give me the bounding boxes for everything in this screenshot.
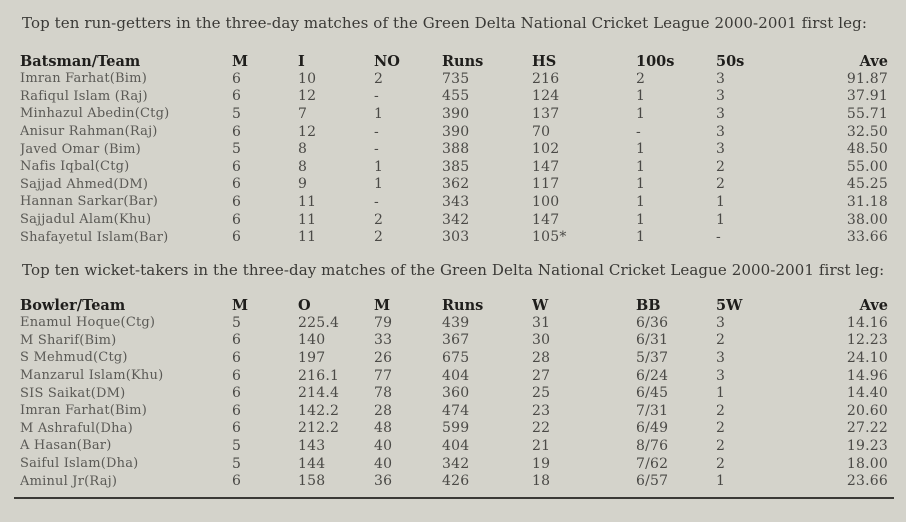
bowling-name-cell: A Hasan(Bar) bbox=[20, 438, 112, 454]
bowling-stat-cell: 36 bbox=[374, 473, 393, 490]
bowling-stat-cell: 2 bbox=[716, 402, 726, 419]
bowling-stat-cell: 5 bbox=[232, 455, 242, 472]
bowling-caption: Top ten wicket-takers in the three-day matches of the Green Delta National Cricket League 2000-2001 first leg: bbox=[22, 261, 885, 279]
bowling-row bbox=[20, 437, 888, 455]
bowling-stat-cell: 18 bbox=[532, 473, 551, 490]
bowling-stat-cell: 30 bbox=[532, 332, 551, 349]
bowling-name-cell: Manzarul Islam(Khu) bbox=[20, 368, 164, 384]
batting-name-cell: Sajjadul Alam(Khu) bbox=[20, 212, 152, 228]
batting-stat-cell: 1 bbox=[716, 193, 726, 210]
bowling-stat-cell: 140 bbox=[298, 332, 326, 349]
batting-stat-cell: - bbox=[636, 123, 641, 140]
bowling-stat-cell: 367 bbox=[442, 332, 470, 349]
bowling-stat-cell: 6/24 bbox=[636, 367, 669, 384]
batting-stat-cell: - bbox=[374, 193, 379, 210]
header-matches: M bbox=[232, 52, 249, 70]
bowling-stat-cell: 2 bbox=[716, 332, 726, 349]
batting-stat-cell: 362 bbox=[442, 176, 470, 193]
batting-stat-cell: 6 bbox=[232, 176, 242, 193]
batting-stat-cell: 1 bbox=[374, 105, 384, 122]
header-runs: Runs bbox=[442, 52, 484, 70]
batting-stat-cell: 11 bbox=[298, 229, 317, 246]
batting-row bbox=[20, 176, 888, 194]
batting-row bbox=[20, 228, 888, 246]
batting-stat-cell: 1 bbox=[716, 211, 726, 228]
bowling-stat-cell: 14.96 bbox=[846, 367, 888, 384]
batting-stat-cell: 32.50 bbox=[846, 123, 888, 140]
batting-stat-cell: 1 bbox=[636, 88, 646, 105]
batting-stat-cell: 137 bbox=[532, 105, 560, 122]
batting-stat-cell: - bbox=[716, 229, 721, 246]
batting-stat-cell: 390 bbox=[442, 123, 470, 140]
bowling-stat-cell: 24.10 bbox=[846, 349, 888, 366]
bowling-stat-cell: 404 bbox=[442, 437, 470, 454]
batting-caption: Top ten run-getters in the three-day matches of the Green Delta National Cricket League 2000-2001 first leg: bbox=[22, 14, 867, 32]
batting-stat-cell: 1 bbox=[374, 176, 384, 193]
bowling-name-cell: Imran Farhat(Bim) bbox=[20, 403, 147, 419]
batting-stat-cell: 2 bbox=[374, 211, 384, 228]
bowling-stat-cell: 197 bbox=[298, 349, 326, 366]
bottom-rule bbox=[14, 497, 894, 499]
bowling-row bbox=[20, 367, 888, 385]
batting-stat-cell: 2 bbox=[374, 70, 384, 87]
batting-stat-cell: 105* bbox=[532, 229, 567, 246]
bowling-row bbox=[20, 472, 888, 490]
batting-stat-cell: 6 bbox=[232, 123, 242, 140]
bowling-stat-cell: 7/31 bbox=[636, 402, 669, 419]
bowling-stat-cell: 6 bbox=[232, 420, 242, 437]
bowling-stat-cell: 439 bbox=[442, 314, 470, 331]
batting-header-row bbox=[20, 52, 888, 70]
batting-row bbox=[20, 105, 888, 123]
batting-row bbox=[20, 140, 888, 158]
bowling-stat-cell: 20.60 bbox=[846, 402, 888, 419]
bowling-stat-cell: 21 bbox=[532, 437, 551, 454]
header-five-wickets: 5W bbox=[716, 296, 743, 314]
batting-stat-cell: 6 bbox=[232, 70, 242, 87]
batting-stat-cell: 3 bbox=[716, 105, 726, 122]
bowling-table-body bbox=[20, 314, 888, 490]
batting-stat-cell: 37.91 bbox=[846, 88, 888, 105]
bowling-stat-cell: 142.2 bbox=[298, 402, 340, 419]
batting-stat-cell: 147 bbox=[532, 158, 560, 175]
batting-stat-cell: 8 bbox=[298, 158, 308, 175]
bowling-stat-cell: 216.1 bbox=[298, 367, 340, 384]
batting-stat-cell: 2 bbox=[374, 229, 384, 246]
batting-stat-cell: 6 bbox=[232, 211, 242, 228]
batting-row bbox=[20, 211, 888, 229]
batting-stat-cell: 1 bbox=[636, 211, 646, 228]
batting-stat-cell: 55.71 bbox=[846, 105, 888, 122]
bowling-stat-cell: 77 bbox=[374, 367, 393, 384]
bowling-stat-cell: 8/76 bbox=[636, 437, 669, 454]
header-overs: O bbox=[298, 296, 311, 314]
batting-stat-cell: 38.00 bbox=[846, 211, 888, 228]
header-runs: Runs bbox=[442, 296, 484, 314]
batting-name-cell: Sajjad Ahmed(DM) bbox=[20, 176, 149, 192]
bowling-stat-cell: 33 bbox=[374, 332, 393, 349]
batting-row bbox=[20, 193, 888, 211]
batting-name-cell: Javed Omar (Bim) bbox=[20, 141, 141, 157]
batting-stat-cell: 216 bbox=[532, 70, 560, 87]
batting-name-cell: Rafiqul Islam (Raj) bbox=[20, 88, 148, 104]
bowling-name-cell: S Mehmud(Ctg) bbox=[20, 350, 128, 366]
batting-stat-cell: 3 bbox=[716, 70, 726, 87]
batting-stat-cell: 11 bbox=[298, 193, 317, 210]
batting-stat-cell: 147 bbox=[532, 211, 560, 228]
batting-stat-cell: 1 bbox=[636, 229, 646, 246]
batting-stat-cell: 735 bbox=[442, 70, 470, 87]
batting-stat-cell: 1 bbox=[636, 193, 646, 210]
bowling-stat-cell: 2 bbox=[716, 420, 726, 437]
bowling-stat-cell: 3 bbox=[716, 349, 726, 366]
batting-stat-cell: 3 bbox=[716, 88, 726, 105]
batting-stat-cell: - bbox=[374, 123, 379, 140]
bowling-stat-cell: 19 bbox=[532, 455, 551, 472]
batting-stat-cell: 388 bbox=[442, 141, 470, 158]
batting-stat-cell: 1 bbox=[636, 105, 646, 122]
batting-stat-cell: 12 bbox=[298, 123, 317, 140]
header-not-outs: NO bbox=[374, 52, 400, 70]
batting-stat-cell: - bbox=[374, 141, 379, 158]
batting-stat-cell: 3 bbox=[716, 123, 726, 140]
bowling-stat-cell: 5/37 bbox=[636, 349, 669, 366]
bowling-name-cell: Enamul Hoque(Ctg) bbox=[20, 315, 156, 331]
batting-stat-cell: 117 bbox=[532, 176, 560, 193]
bowling-stat-cell: 599 bbox=[442, 420, 470, 437]
batting-stat-cell: 6 bbox=[232, 158, 242, 175]
bowling-stat-cell: 3 bbox=[716, 367, 726, 384]
header-bowler-team: Bowler/Team bbox=[20, 296, 126, 314]
bowling-name-cell: M Sharif(Bim) bbox=[20, 332, 117, 348]
bowling-stat-cell: 214.4 bbox=[298, 385, 340, 402]
bowling-table bbox=[20, 296, 888, 490]
batting-stat-cell: 3 bbox=[716, 141, 726, 158]
bowling-stat-cell: 19.23 bbox=[846, 437, 888, 454]
batting-name-cell: Hannan Sarkar(Bar) bbox=[20, 194, 159, 210]
bowling-stat-cell: 6/31 bbox=[636, 332, 669, 349]
batting-stat-cell: 2 bbox=[716, 176, 726, 193]
bowling-stat-cell: 23.66 bbox=[846, 473, 888, 490]
bowling-row bbox=[20, 455, 888, 473]
batting-stat-cell: 455 bbox=[442, 88, 470, 105]
bowling-stat-cell: 404 bbox=[442, 367, 470, 384]
bowling-stat-cell: 27 bbox=[532, 367, 551, 384]
batting-stat-cell: 102 bbox=[532, 141, 560, 158]
batting-stat-cell: 9 bbox=[298, 176, 308, 193]
bowling-stat-cell: 1 bbox=[716, 385, 726, 402]
bowling-stat-cell: 1 bbox=[716, 473, 726, 490]
batting-name-cell: Imran Farhat(Bim) bbox=[20, 71, 147, 87]
header-wickets: W bbox=[532, 296, 549, 314]
bowling-name-cell: SIS Saikat(DM) bbox=[20, 385, 126, 401]
bowling-stat-cell: 360 bbox=[442, 385, 470, 402]
batting-stat-cell: 100 bbox=[532, 193, 560, 210]
batting-name-cell: Shafayetul Islam(Bar) bbox=[20, 229, 169, 245]
header-innings: I bbox=[298, 52, 305, 70]
batting-stat-cell: 5 bbox=[232, 141, 242, 158]
header-highest-score: HS bbox=[532, 52, 557, 70]
bowling-row bbox=[20, 314, 888, 332]
batting-stat-cell: 8 bbox=[298, 141, 308, 158]
bowling-stat-cell: 40 bbox=[374, 455, 393, 472]
batting-stat-cell: 342 bbox=[442, 211, 470, 228]
header-hundreds: 100s bbox=[636, 52, 675, 70]
header-batsman-team: Batsman/Team bbox=[20, 52, 141, 70]
header-average: Ave bbox=[859, 52, 888, 70]
bowling-stat-cell: 6 bbox=[232, 402, 242, 419]
batting-stat-cell: 10 bbox=[298, 70, 317, 87]
batting-stat-cell: 6 bbox=[232, 88, 242, 105]
bowling-stat-cell: 225.4 bbox=[298, 314, 340, 331]
batting-stat-cell: 11 bbox=[298, 211, 317, 228]
bowling-stat-cell: 23 bbox=[532, 402, 551, 419]
bowling-stat-cell: 5 bbox=[232, 314, 242, 331]
batting-stat-cell: 7 bbox=[298, 105, 308, 122]
batting-row bbox=[20, 158, 888, 176]
batting-stat-cell: 390 bbox=[442, 105, 470, 122]
batting-table-body bbox=[20, 70, 888, 246]
header-matches: M bbox=[232, 296, 249, 314]
batting-stat-cell: 1 bbox=[374, 158, 384, 175]
bowling-stat-cell: 2 bbox=[716, 437, 726, 454]
batting-stat-cell: 5 bbox=[232, 105, 242, 122]
bowling-stat-cell: 6 bbox=[232, 349, 242, 366]
batting-stat-cell: 6 bbox=[232, 229, 242, 246]
bowling-row bbox=[20, 384, 888, 402]
batting-stat-cell: 55.00 bbox=[846, 158, 888, 175]
batting-row bbox=[20, 88, 888, 106]
bowling-stat-cell: 5 bbox=[232, 437, 242, 454]
batting-stat-cell: 1 bbox=[636, 141, 646, 158]
bowling-stat-cell: 6/57 bbox=[636, 473, 669, 490]
bowling-stat-cell: 31 bbox=[532, 314, 551, 331]
bowling-stat-cell: 7/62 bbox=[636, 455, 669, 472]
batting-stat-cell: 70 bbox=[532, 123, 551, 140]
bowling-stat-cell: 14.16 bbox=[846, 314, 888, 331]
bowling-name-cell: Saiful Islam(Dha) bbox=[20, 456, 139, 472]
bowling-stat-cell: 40 bbox=[374, 437, 393, 454]
bowling-stat-cell: 26 bbox=[374, 349, 393, 366]
batting-stat-cell: 31.18 bbox=[846, 193, 888, 210]
bowling-stat-cell: 6/45 bbox=[636, 385, 669, 402]
bowling-stat-cell: 6/36 bbox=[636, 314, 669, 331]
bowling-stat-cell: 14.40 bbox=[846, 385, 888, 402]
batting-row bbox=[20, 123, 888, 141]
bowling-stat-cell: 6 bbox=[232, 473, 242, 490]
bowling-stat-cell: 144 bbox=[298, 455, 326, 472]
bowling-name-cell: Aminul Jr(Raj) bbox=[20, 473, 118, 489]
batting-stat-cell: 12 bbox=[298, 88, 317, 105]
header-average: Ave bbox=[859, 296, 888, 314]
bowling-stat-cell: 18.00 bbox=[846, 455, 888, 472]
bowling-stat-cell: 2 bbox=[716, 455, 726, 472]
bowling-stat-cell: 6 bbox=[232, 367, 242, 384]
batting-name-cell: Nafis Iqbal(Ctg) bbox=[20, 159, 130, 175]
bowling-stat-cell: 212.2 bbox=[298, 420, 340, 437]
batting-stat-cell: 343 bbox=[442, 193, 470, 210]
batting-stat-cell: - bbox=[374, 88, 379, 105]
batting-name-cell: Anisur Rahman(Raj) bbox=[20, 124, 158, 140]
bowling-stat-cell: 426 bbox=[442, 473, 470, 490]
bowling-stat-cell: 79 bbox=[374, 314, 393, 331]
bowling-stat-cell: 48 bbox=[374, 420, 393, 437]
batting-stat-cell: 385 bbox=[442, 158, 470, 175]
bowling-stat-cell: 22 bbox=[532, 420, 551, 437]
bowling-row bbox=[20, 420, 888, 438]
bowling-stat-cell: 143 bbox=[298, 437, 326, 454]
bowling-stat-cell: 6/49 bbox=[636, 420, 669, 437]
batting-stat-cell: 1 bbox=[636, 158, 646, 175]
bowling-row bbox=[20, 349, 888, 367]
header-fifties: 50s bbox=[716, 52, 745, 70]
batting-table bbox=[20, 52, 888, 246]
bowling-header-row bbox=[20, 296, 888, 314]
bowling-stat-cell: 78 bbox=[374, 385, 393, 402]
batting-stat-cell: 1 bbox=[636, 176, 646, 193]
bowling-stat-cell: 342 bbox=[442, 455, 470, 472]
bowling-row bbox=[20, 332, 888, 350]
header-best-bowling: BB bbox=[636, 296, 661, 314]
batting-stat-cell: 91.87 bbox=[846, 70, 888, 87]
batting-stat-cell: 6 bbox=[232, 193, 242, 210]
bowling-stat-cell: 27.22 bbox=[846, 420, 888, 437]
bowling-stat-cell: 6 bbox=[232, 385, 242, 402]
bowling-stat-cell: 28 bbox=[532, 349, 551, 366]
bowling-stat-cell: 28 bbox=[374, 402, 393, 419]
header-maidens: M bbox=[374, 296, 391, 314]
batting-stat-cell: 48.50 bbox=[846, 141, 888, 158]
bowling-name-cell: M Ashraful(Dha) bbox=[20, 420, 133, 436]
batting-name-cell: Minhazul Abedin(Ctg) bbox=[20, 106, 170, 122]
bowling-stat-cell: 474 bbox=[442, 402, 470, 419]
bowling-stat-cell: 675 bbox=[442, 349, 470, 366]
bowling-stat-cell: 6 bbox=[232, 332, 242, 349]
batting-row bbox=[20, 70, 888, 88]
batting-stat-cell: 303 bbox=[442, 229, 470, 246]
batting-stat-cell: 2 bbox=[716, 158, 726, 175]
bowling-stat-cell: 12.23 bbox=[846, 332, 888, 349]
batting-stat-cell: 124 bbox=[532, 88, 560, 105]
bowling-stat-cell: 158 bbox=[298, 473, 326, 490]
bowling-stat-cell: 3 bbox=[716, 314, 726, 331]
bowling-stat-cell: 25 bbox=[532, 385, 551, 402]
bowling-row bbox=[20, 402, 888, 420]
batting-stat-cell: 33.66 bbox=[846, 229, 888, 246]
batting-stat-cell: 2 bbox=[636, 70, 646, 87]
batting-stat-cell: 45.25 bbox=[846, 176, 888, 193]
